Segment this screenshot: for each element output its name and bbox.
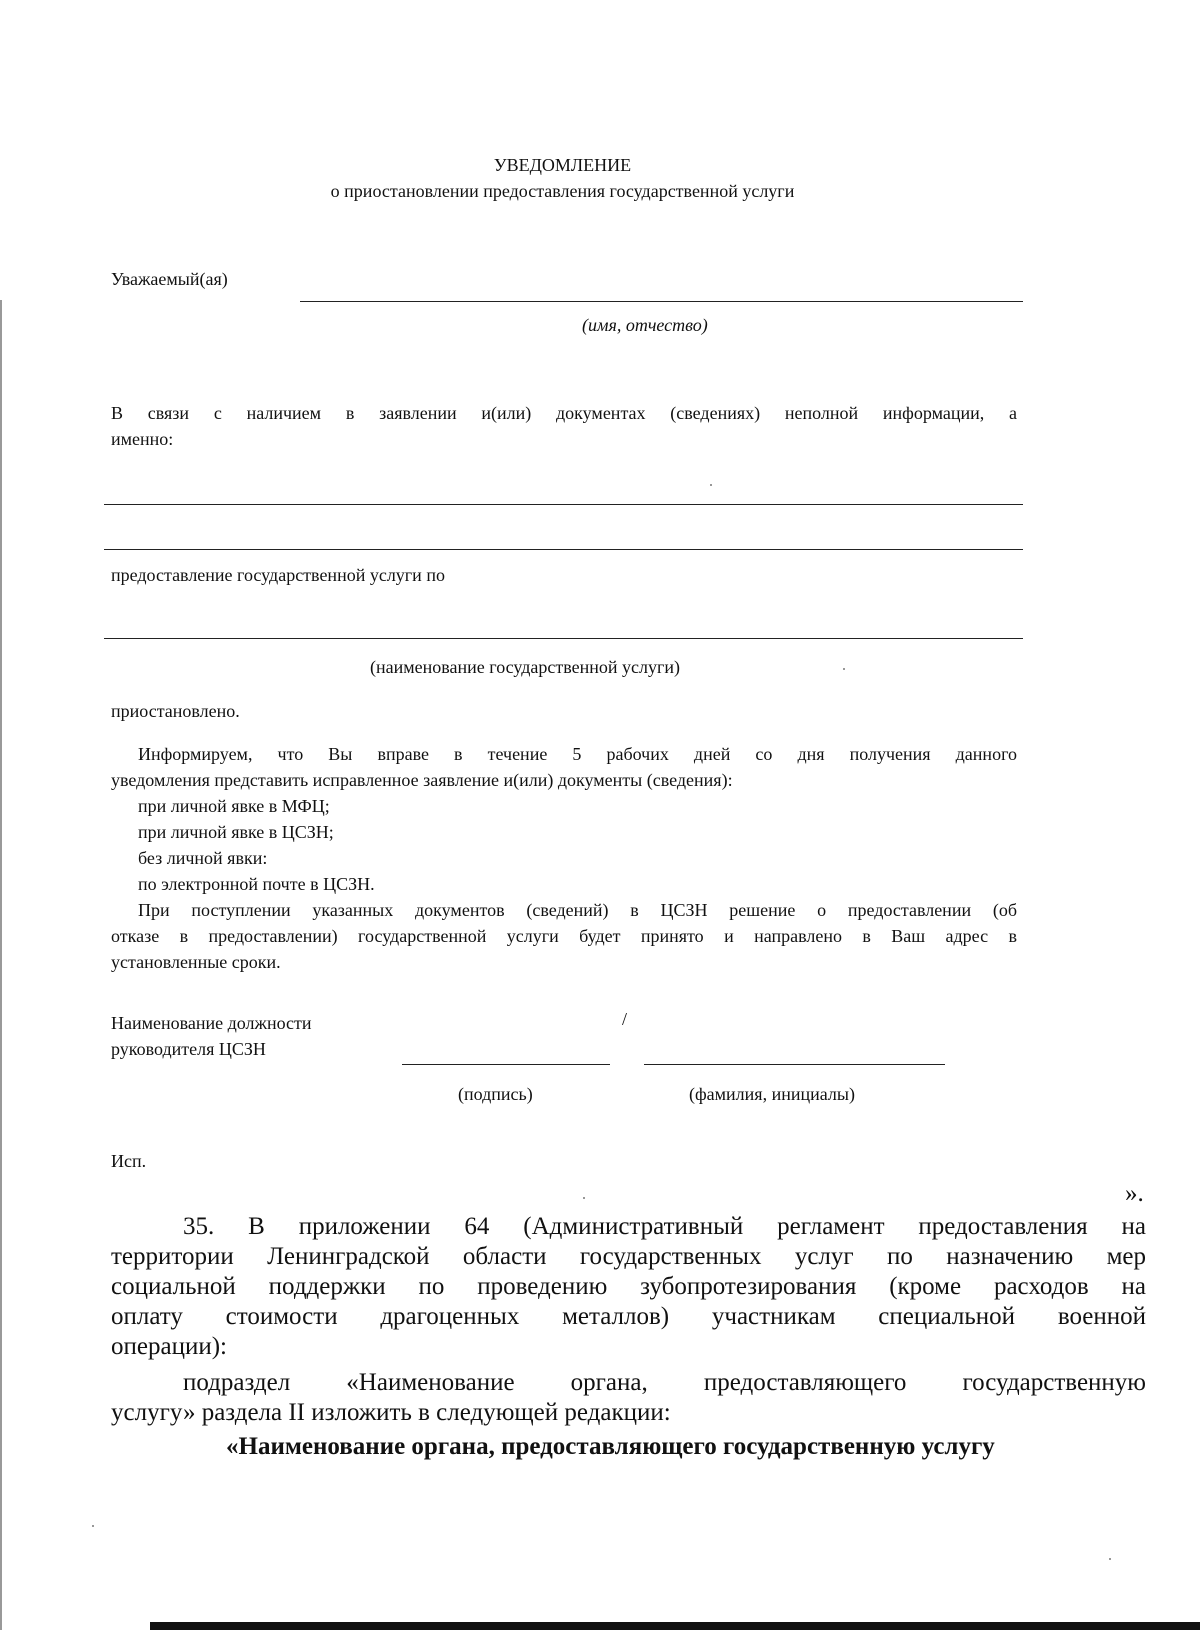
reason-line-2: именно: bbox=[111, 429, 174, 449]
section-heading: «Наименование органа, предоставляющего государственную услугу bbox=[226, 1433, 995, 1460]
inform-line-1: Информируем, что Вы вправе в течение 5 рабочих дней со дня получения данного bbox=[138, 744, 1017, 764]
surname-caption: (фамилия, инициалы) bbox=[689, 1084, 855, 1104]
reason-fill-line-1 bbox=[104, 504, 1023, 505]
decision-line-3: установленные сроки. bbox=[111, 952, 281, 972]
service-caption: (наименование государственной услуги) bbox=[370, 657, 681, 677]
scan-speck bbox=[710, 484, 712, 486]
salutation: Уважаемый(ая) bbox=[111, 269, 228, 289]
option-email: по электронной почте в ЦСЗН. bbox=[138, 874, 375, 894]
scan-speck bbox=[583, 1197, 585, 1199]
scan-speck bbox=[843, 668, 845, 670]
left-scan-edge bbox=[0, 300, 2, 1630]
signature-caption: (подпись) bbox=[458, 1084, 533, 1104]
service-prefix: предоставление государственной услуги по bbox=[111, 565, 445, 585]
reason-fill-line-2 bbox=[104, 549, 1023, 550]
suspended-text: приостановлено. bbox=[111, 701, 240, 721]
scan-speck bbox=[92, 1525, 94, 1527]
subsection-line-2: услугу» раздела II изложить в следующей редакции: bbox=[111, 1399, 671, 1426]
position-line-1: Наименование должности bbox=[111, 1013, 312, 1033]
scan-speck bbox=[1109, 1558, 1111, 1560]
signature-slash: / bbox=[622, 1009, 628, 1029]
subsection-line-1: подраздел «Наименование органа, предоставляющего государственную bbox=[183, 1369, 1146, 1396]
decision-line-1: При поступлении указанных документов (сведений) в ЦСЗН решение о предоставлении (об bbox=[138, 900, 1017, 920]
paragraph-35-line-2: территории Ленинградской области государственных услуг по назначению мер bbox=[111, 1243, 1146, 1270]
notice-subtitle: о приостановлении предоставления государственной услуги bbox=[330, 181, 795, 201]
position-line-2: руководителя ЦСЗН bbox=[111, 1039, 266, 1059]
paragraph-35-line-5: операции): bbox=[111, 1333, 227, 1360]
paragraph-35-line-3: социальной поддержки по проведению зубопротезирования (кроме расходов на bbox=[111, 1273, 1146, 1300]
option-cszn: при личной явке в ЦСЗН; bbox=[138, 822, 334, 842]
executor-label: Исп. bbox=[111, 1151, 147, 1171]
notice-title: УВЕДОМЛЕНИЕ bbox=[493, 155, 632, 175]
name-fill-line bbox=[300, 301, 1023, 302]
reason-line-1: В связи с наличием в заявлении и(или) документах (сведениях) неполной информации, а bbox=[111, 403, 1017, 423]
surname-line bbox=[644, 1064, 945, 1065]
bottom-scan-edge bbox=[150, 1622, 1200, 1630]
decision-line-2: отказе в предоставлении) государственной услуги будет принято и направлено в Ваш адрес в bbox=[111, 926, 1017, 946]
closing-quote: ». bbox=[1125, 1180, 1144, 1207]
service-fill-line bbox=[104, 638, 1023, 639]
name-caption: (имя, отчество) bbox=[582, 315, 708, 335]
paragraph-35-line-4: оплату стоимости драгоценных металлов) участникам специальной военной bbox=[111, 1303, 1146, 1330]
inform-line-2: уведомления представить исправленное заявление и(или) документы (сведения): bbox=[111, 770, 733, 790]
option-mfc: при личной явке в МФЦ; bbox=[138, 796, 330, 816]
option-remote: без личной явки: bbox=[138, 848, 268, 868]
paragraph-35-line-1: 35. В приложении 64 (Административный регламент предоставления на bbox=[183, 1213, 1146, 1240]
signature-line bbox=[402, 1064, 610, 1065]
